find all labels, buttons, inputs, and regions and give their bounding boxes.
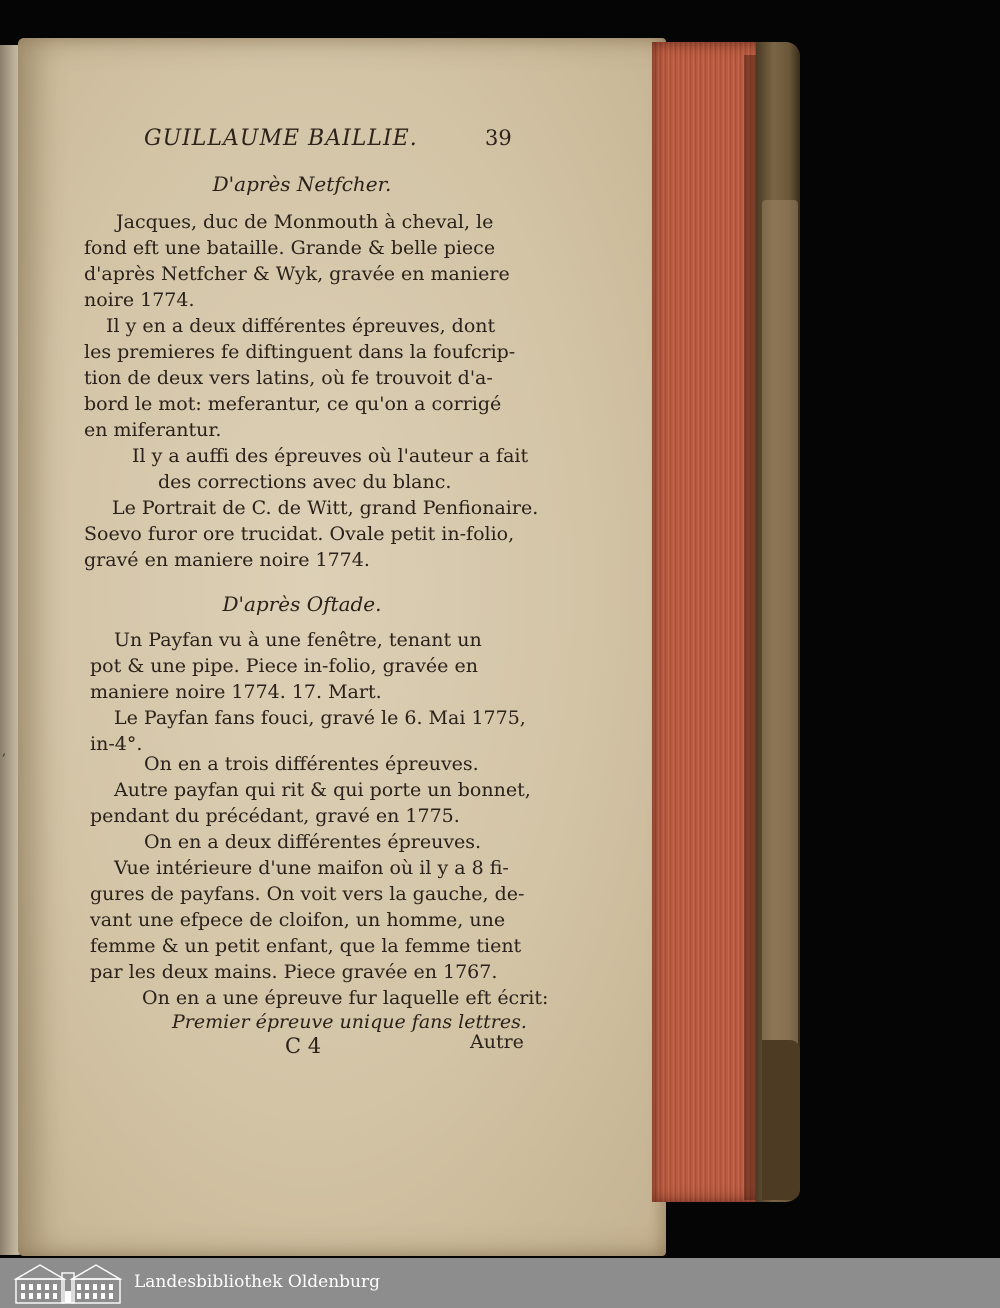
- text-line: On en a une épreuve fur laquelle eft écrit:: [142, 987, 549, 1009]
- text-line: Il y a auffi des épreuves où l'auteur a fait: [132, 445, 529, 467]
- text-line: bord le mot: meferantur, ce qu'on a corrigé: [84, 393, 502, 415]
- signature-mark: C 4: [285, 1034, 322, 1058]
- text-line: Soevo furor ore trucidat. Ovale petit in-folio,: [84, 523, 515, 545]
- text-line: noire 1774.: [84, 289, 195, 311]
- text-line: Jacques, duc de Monmouth à cheval, le: [116, 211, 494, 233]
- text-line: fond eft une bataille. Grande & belle piece: [84, 237, 496, 259]
- library-bar: [0, 1258, 1000, 1308]
- text-line: Un Payfan vu à une fenêtre, tenant un: [114, 629, 482, 651]
- text-line: Le Portrait de C. de Witt, grand Penfionaire.: [112, 497, 539, 519]
- text-line: tion de deux vers latins, où fe trouvoit d'a-: [84, 367, 493, 389]
- cover-wear: [762, 200, 798, 1050]
- text-line: Vue intérieure d'une maifon où il y a 8 fi-: [114, 857, 509, 879]
- text-line: On en a deux différentes épreuves.: [144, 831, 482, 853]
- text-line: par les deux mains. Piece gravée en 1767.: [90, 961, 498, 983]
- text-line: les premieres fe diftinguent dans la foufcrip-: [84, 341, 516, 363]
- text-line: gravé en maniere noire 1774.: [84, 549, 370, 571]
- running-title: GUILLAUME BAILLIE.: [144, 126, 418, 151]
- text-line: Il y en a deux différentes épreuves, dont: [106, 315, 496, 337]
- text-line: en miferantur.: [84, 419, 222, 441]
- text-line: in-4°.: [90, 733, 143, 755]
- text-line: des corrections avec du blanc.: [158, 471, 452, 493]
- text-line: Le Payfan fans fouci, gravé le 6. Mai 1775,: [114, 707, 526, 729]
- text-line: Autre payfan qui rit & qui porte un bonnet,: [114, 779, 531, 801]
- text-line: maniere noire 1774. 17. Mart.: [90, 681, 382, 703]
- cover-bottom: [762, 1040, 800, 1200]
- section-heading-ostade: D'après Oftade.: [222, 592, 382, 616]
- page-number: 39: [485, 126, 512, 150]
- text-line: d'après Netfcher & Wyk, gravée en maniere: [84, 263, 510, 285]
- text-line: vant une efpece de cloifon, un homme, une: [90, 909, 506, 931]
- library-building-icon: [12, 1261, 124, 1305]
- text-line: pendant du précédant, gravé en 1775.: [90, 805, 460, 827]
- margin-mark: ,: [2, 744, 7, 759]
- text-line: Premier épreuve unique fans lettres.: [172, 1011, 527, 1033]
- text-line: pot & une pipe. Piece in-folio, gravée en: [90, 655, 478, 677]
- text-line: On en a trois différentes épreuves.: [144, 753, 479, 775]
- catchword: Autre: [470, 1031, 524, 1053]
- text-line: femme & un petit enfant, que la femme tient: [90, 935, 522, 957]
- library-name: Landesbibliothek Oldenburg: [134, 1272, 381, 1292]
- section-heading-netscher: D'après Netfcher.: [212, 172, 392, 196]
- text-line: gures de payfans. On voit vers la gauche, de-: [90, 883, 525, 905]
